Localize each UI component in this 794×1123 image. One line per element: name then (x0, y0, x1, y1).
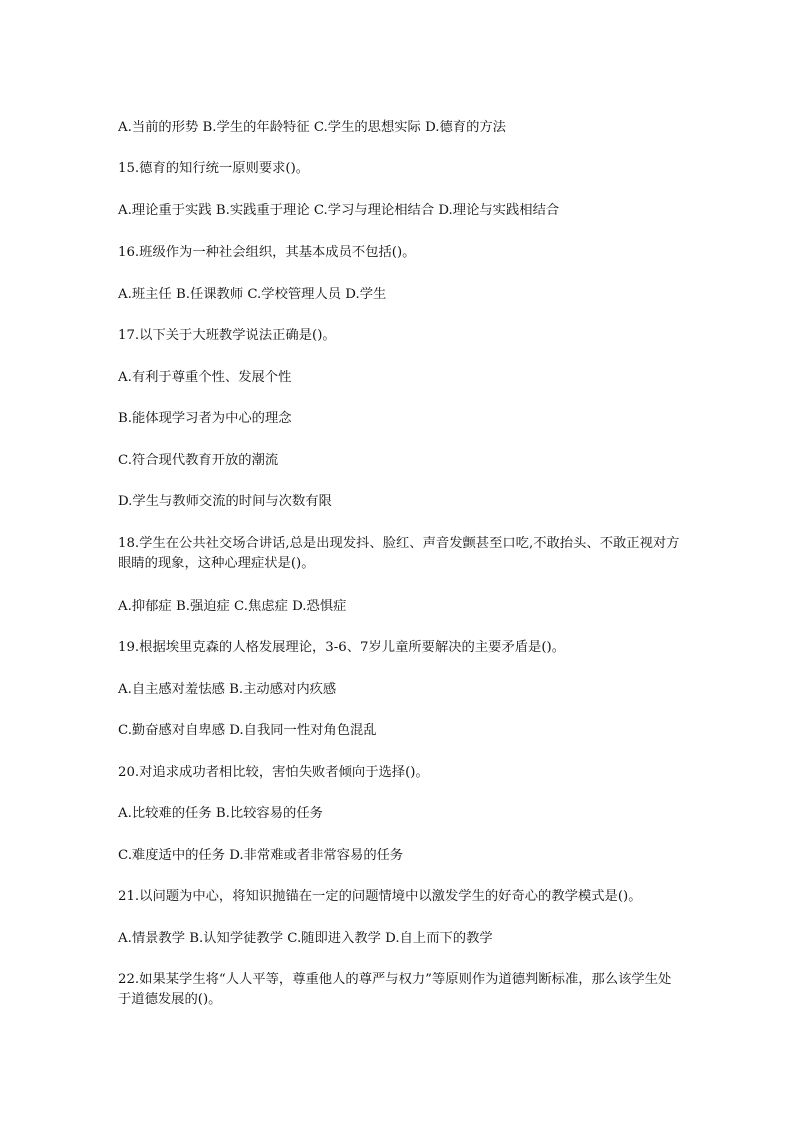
option-ab-q20: A.比较难的任务 B.比较容易的任务 (118, 806, 323, 821)
question-17: 17.以下关于大班教学说法正确是()。 (118, 328, 336, 343)
option-cd-q20: C.难度适中的任务 D.非常难或者非常容易的任务 (118, 848, 404, 863)
option-line-q14: A.当前的形势 B.学生的年龄特征 C.学生的思想实际 D.德育的方法 (118, 120, 506, 135)
option-d-q17: D.学生与教师交流的时间与次数有限 (118, 494, 332, 509)
option-line-q18: A.抑郁症 B.强迫症 C.焦虑症 D.恐惧症 (118, 599, 347, 614)
option-cd-q19: C.勤奋感对自卑感 D.自我同一性对角色混乱 (118, 723, 377, 738)
option-ab-q19: A.自主感对羞怯感 B.主动感对内疚感 (118, 682, 337, 697)
question-18: 18.学生在公共社交场合讲话,总是出现发抖、脸红、声音发颤甚至口吃,不敢抬头、不敢正视对方眼睛的现象，这种心理症状是()。 (118, 536, 680, 571)
option-line-q15: A.理论重于实践 B.实践重于理论 C.学习与理论相结合 D.理论与实践相结合 (118, 203, 560, 218)
option-line-q16: A.班主任 B.任课教师 C.学校管理人员 D.学生 (118, 287, 387, 302)
question-15: 15.德育的知行统一原则要求()。 (118, 161, 310, 176)
option-b-q17: B.能体现学习者为中心的理念 (118, 411, 292, 426)
question-21: 21.以问题为中心，将知识抛锚在一定的问题情境中以激发学生的好奇心的教学模式是()。 (118, 889, 642, 904)
option-a-q17: A.有利于尊重个性、发展个性 (118, 370, 292, 385)
option-c-q17: C.符合现代教育开放的潮流 (118, 453, 279, 468)
question-20: 20.对追求成功者相比较，害怕失败者倾向于选择()。 (118, 765, 429, 780)
question-22: 22.如果某学生将“人人平等，尊重他人的尊严与权力”等原则作为道德判断标准，那么该学生处于道德发展的()。 (118, 972, 672, 1007)
option-line-q21: A.情景教学 B.认知学徒教学 C.随即进入教学 D.自上而下的教学 (118, 931, 493, 946)
question-19: 19.根据埃里克森的人格发展理论，3-6、7岁儿童所要解决的主要矛盾是()。 (118, 640, 566, 655)
question-16: 16.班级作为一种社会组织，其基本成员不包括()。 (118, 245, 416, 260)
